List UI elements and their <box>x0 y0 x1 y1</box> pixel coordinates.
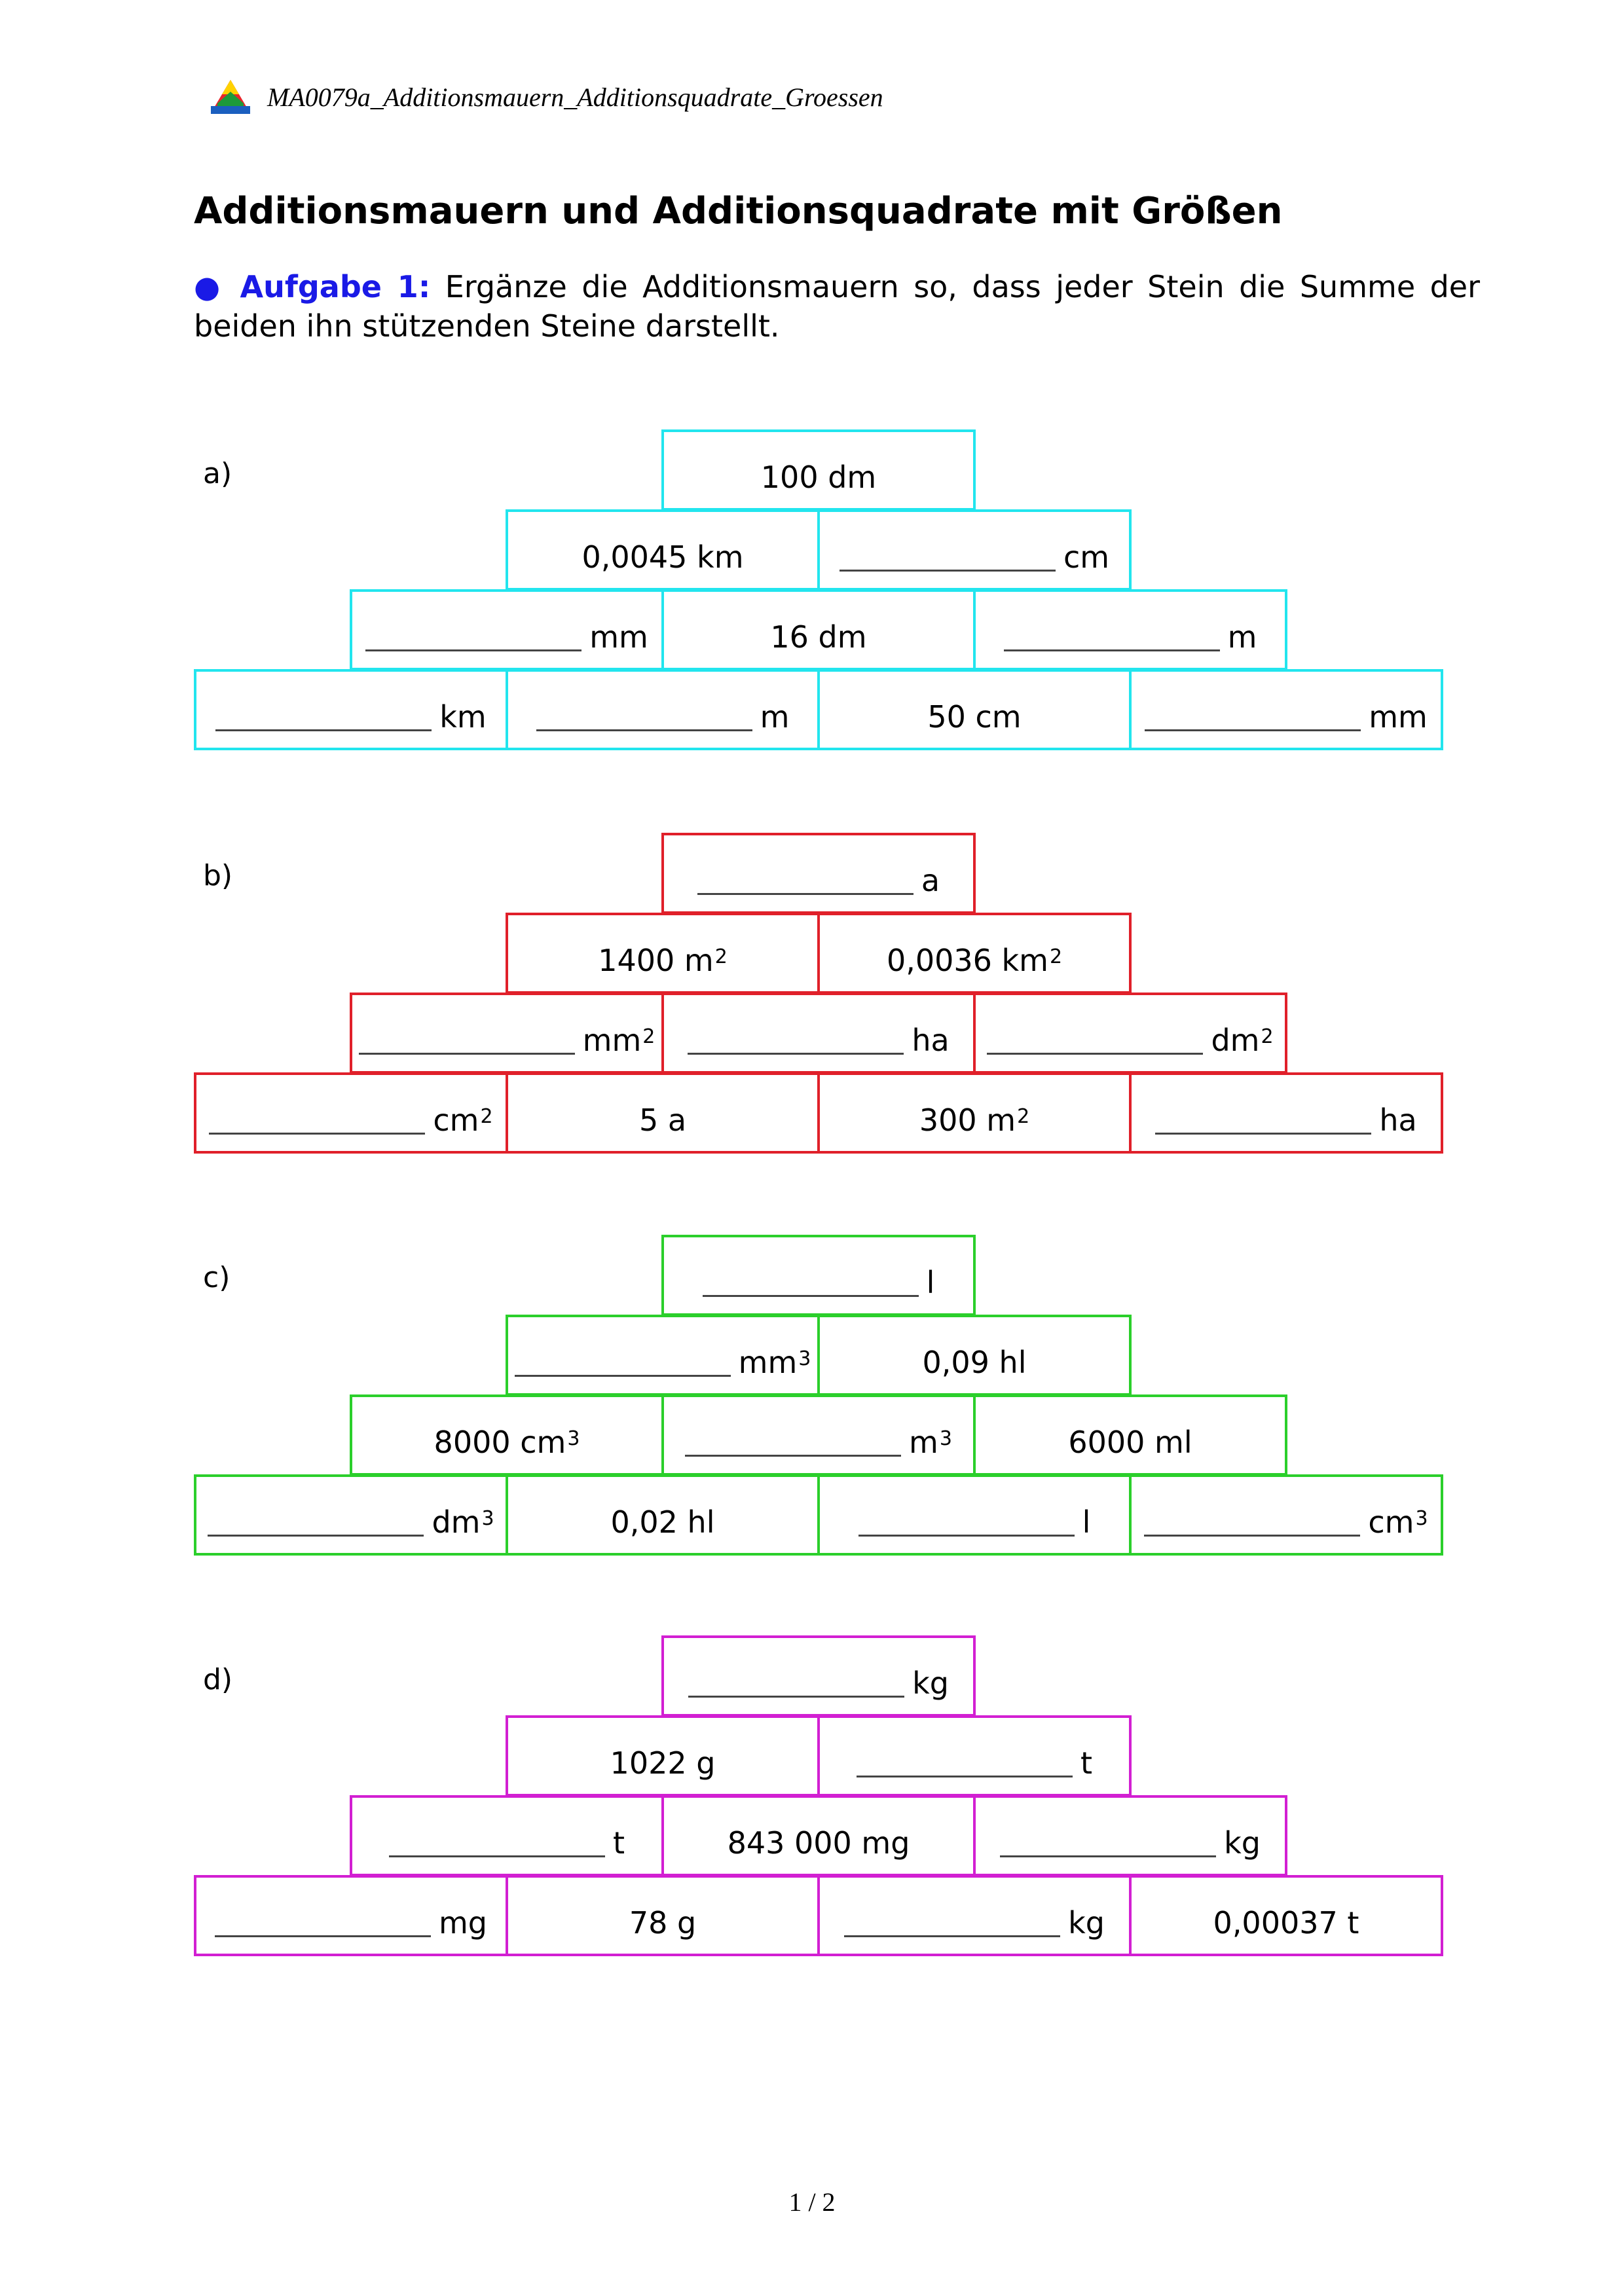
task-bullet: ● <box>194 269 225 304</box>
brick-value: 78 g <box>629 1905 697 1941</box>
brick-value: 0,0036 km <box>886 943 1048 978</box>
answer-brick[interactable] <box>661 993 976 1074</box>
answer-brick[interactable] <box>973 589 1287 670</box>
answer-blank[interactable] <box>688 1027 904 1055</box>
answer-blank[interactable] <box>215 703 432 731</box>
answer-brick[interactable] <box>194 1875 508 1956</box>
given-brick <box>350 1394 664 1476</box>
brick-value: 1400 m <box>598 943 714 978</box>
answer-blank[interactable] <box>208 1508 424 1537</box>
task-text: Ergänze die Additionsmauern so, dass jeder Stein die Summe der beiden ihn stützenden Steine darstellt. <box>194 269 1481 344</box>
answer-blank[interactable] <box>1155 1106 1371 1135</box>
unit-exponent: 3 <box>1415 1506 1428 1530</box>
unit-exponent: 2 <box>714 945 728 968</box>
brick-value: dm <box>432 1504 481 1540</box>
logo-icon <box>208 79 253 115</box>
brick-value: 843 000 mg <box>727 1825 910 1861</box>
answer-brick[interactable] <box>973 993 1287 1074</box>
answer-brick[interactable] <box>1129 669 1443 750</box>
answer-blank[interactable] <box>685 1429 901 1457</box>
unit-exponent: 2 <box>1017 1104 1030 1128</box>
answer-blank[interactable] <box>703 1269 919 1297</box>
brick-value: mm <box>1369 699 1428 735</box>
unit-exponent: 2 <box>642 1025 655 1048</box>
brick-value: 16 dm <box>770 619 867 655</box>
brick-value: km <box>439 699 487 735</box>
answer-blank[interactable] <box>840 543 1056 572</box>
answer-brick[interactable] <box>350 589 664 670</box>
answer-blank[interactable] <box>987 1027 1203 1055</box>
answer-brick[interactable] <box>506 1315 820 1396</box>
answer-brick[interactable] <box>194 669 508 750</box>
addition-wall-c <box>194 1235 1442 1559</box>
page-header <box>208 77 883 117</box>
given-brick <box>817 913 1132 994</box>
given-brick <box>506 1715 820 1796</box>
brick-value: m <box>760 699 790 735</box>
brick-value: 5 a <box>638 1102 687 1138</box>
answer-blank[interactable] <box>389 1829 605 1857</box>
brick-value: 6000 ml <box>1068 1425 1192 1460</box>
answer-blank[interactable] <box>209 1106 425 1135</box>
brick-value: m <box>909 1425 938 1460</box>
answer-blank[interactable] <box>1144 1508 1360 1537</box>
brick-value: l <box>926 1265 935 1300</box>
unit-exponent: 2 <box>1049 945 1063 968</box>
brick-value: mg <box>438 1905 487 1941</box>
answer-blank[interactable] <box>515 1349 731 1377</box>
brick-value: ha <box>912 1023 950 1058</box>
given-brick <box>506 509 820 591</box>
brick-value: a <box>921 863 940 898</box>
brick-value: 8000 cm <box>434 1425 566 1460</box>
page-number: 1 / 2 <box>788 2187 836 2217</box>
addition-wall-d <box>194 1635 1442 1960</box>
unit-exponent: 3 <box>798 1347 811 1370</box>
answer-brick[interactable] <box>817 1474 1132 1556</box>
unit-exponent: 2 <box>480 1104 493 1128</box>
answer-blank[interactable] <box>359 1027 575 1055</box>
given-brick <box>506 1875 820 1956</box>
brick-value: mm <box>738 1345 798 1380</box>
document-id: MA0079a_Additionsmauern_Additionsquadrate_Groessen <box>267 82 883 112</box>
answer-brick[interactable] <box>194 1072 508 1154</box>
given-brick <box>973 1394 1287 1476</box>
answer-blank[interactable] <box>1004 623 1220 651</box>
wall-label-b: b) <box>203 859 233 892</box>
answer-brick[interactable] <box>817 1715 1132 1796</box>
answer-brick[interactable] <box>973 1795 1287 1876</box>
brick-value: mm <box>582 1023 642 1058</box>
brick-value: 0,09 hl <box>922 1345 1027 1380</box>
answer-brick[interactable] <box>506 669 820 750</box>
brick-value: 300 m <box>919 1102 1016 1138</box>
given-brick <box>817 669 1132 750</box>
given-brick <box>506 913 820 994</box>
wall-label-c: c) <box>203 1261 231 1294</box>
unit-exponent: 3 <box>567 1427 580 1450</box>
answer-blank[interactable] <box>857 1749 1073 1777</box>
unit-exponent: 3 <box>939 1427 952 1450</box>
answer-blank[interactable] <box>688 1669 904 1698</box>
given-brick <box>661 1795 976 1876</box>
brick-value: t <box>1080 1745 1093 1781</box>
answer-blank[interactable] <box>215 1909 431 1937</box>
given-brick <box>661 589 976 670</box>
answer-blank[interactable] <box>858 1508 1075 1537</box>
answer-blank[interactable] <box>697 867 913 895</box>
answer-blank[interactable] <box>365 623 581 651</box>
brick-value: cm <box>1063 539 1110 575</box>
answer-brick[interactable] <box>1129 1072 1443 1154</box>
answer-brick[interactable] <box>350 1795 664 1876</box>
task-instruction <box>194 267 1480 346</box>
page-title: Additionsmauern und Additionsquadrate mit Größen <box>194 190 1283 232</box>
task-label: Aufgabe 1: <box>240 269 431 304</box>
given-brick <box>661 429 976 511</box>
wall-label-d: d) <box>203 1663 233 1696</box>
answer-brick[interactable] <box>661 1635 976 1717</box>
brick-value: kg <box>1068 1905 1105 1941</box>
brick-value: mm <box>589 619 648 655</box>
brick-value: 0,00037 t <box>1213 1905 1359 1941</box>
addition-wall-a <box>194 429 1442 754</box>
given-brick <box>817 1072 1132 1154</box>
brick-value: kg <box>1224 1825 1261 1861</box>
brick-value: ha <box>1379 1102 1417 1138</box>
brick-value: 50 cm <box>927 699 1022 735</box>
answer-brick[interactable] <box>194 1474 508 1556</box>
brick-value: cm <box>433 1102 479 1138</box>
given-brick <box>506 1072 820 1154</box>
brick-value: m <box>1227 619 1257 655</box>
answer-blank[interactable] <box>844 1909 1060 1937</box>
answer-brick[interactable] <box>661 833 976 914</box>
unit-exponent: 3 <box>481 1506 494 1530</box>
answer-brick[interactable] <box>1129 1474 1443 1556</box>
addition-wall-b <box>194 833 1442 1157</box>
answer-brick[interactable] <box>661 1394 976 1476</box>
answer-blank[interactable] <box>1145 703 1361 731</box>
answer-brick[interactable] <box>661 1235 976 1316</box>
brick-value: kg <box>912 1666 949 1701</box>
given-brick <box>506 1474 820 1556</box>
answer-brick[interactable] <box>350 993 664 1074</box>
given-brick <box>817 1315 1132 1396</box>
brick-value: 0,0045 km <box>581 539 744 575</box>
given-brick <box>1129 1875 1443 1956</box>
answer-blank[interactable] <box>536 703 752 731</box>
answer-brick[interactable] <box>817 509 1132 591</box>
brick-value: dm <box>1211 1023 1260 1058</box>
brick-value: 0,02 hl <box>610 1504 715 1540</box>
brick-value: 1022 g <box>610 1745 716 1781</box>
answer-blank[interactable] <box>1000 1829 1216 1857</box>
brick-value: cm <box>1368 1504 1414 1540</box>
wall-label-a: a) <box>203 457 232 490</box>
unit-exponent: 2 <box>1261 1025 1274 1048</box>
answer-brick[interactable] <box>817 1875 1132 1956</box>
brick-value: 100 dm <box>760 460 877 495</box>
brick-value: l <box>1082 1504 1091 1540</box>
brick-value: t <box>612 1825 625 1861</box>
